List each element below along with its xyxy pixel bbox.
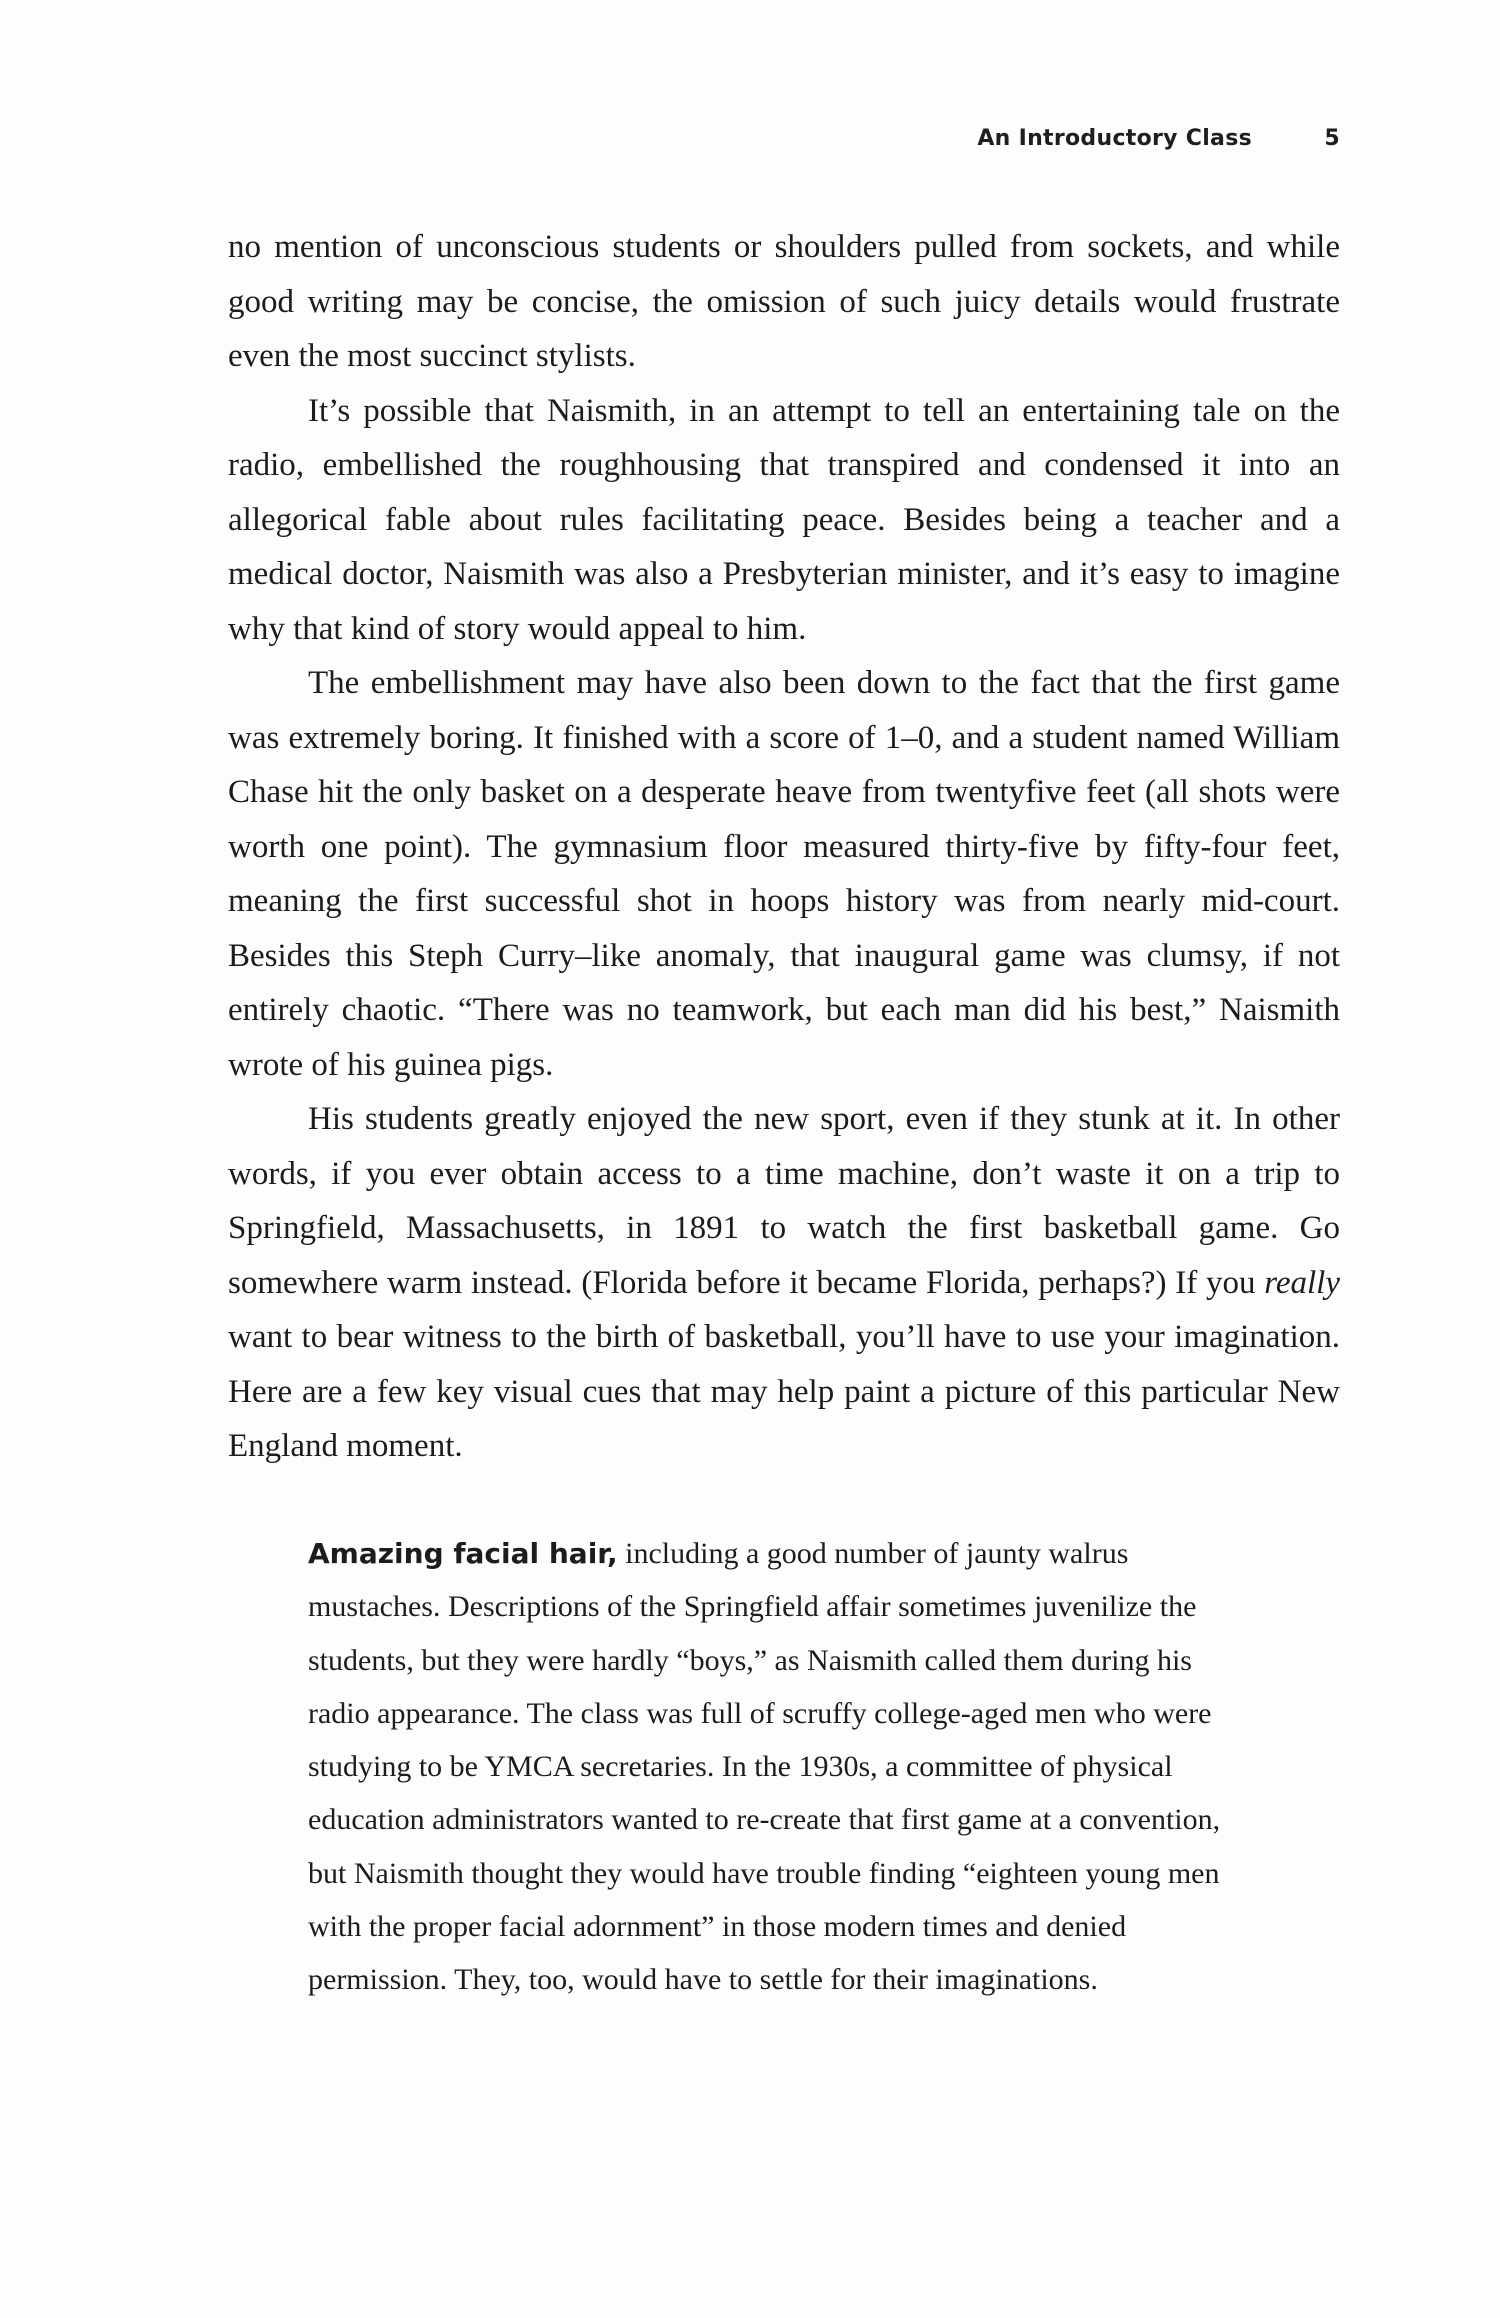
- paragraph-continued: no mention of unconscious students or shoulders pulled from sockets, and while good writing may be concise, the omission of such juicy details would frustrate even the most succinct stylists.: [228, 229, 1340, 374]
- visual-cue-paragraph: [308, 1527, 1240, 2007]
- visual-cue-lead: Amazing facial hair,: [308, 1537, 618, 1570]
- body-text: [228, 220, 1340, 1474]
- paragraph-naismith-radio: It’s possible that Naismith, in an attempt to tell an entertaining tale on the radio, embellished the roughhousing that transpired and condensed it into an allegorical fable about rules facilitating peace. Besides being a teacher and a medical doctor, Naismith was also a Presbyterian minister, and it’s easy to imagine why that kind of story would appeal to him.: [228, 392, 1340, 647]
- chapter-title: An Introductory Class: [977, 126, 1252, 151]
- paragraph-first-game: The embellishment may have also been down to the fact that the first game was extremely boring. It finished with a score of 1–0, and a student named William Chase hit the only basket on a desperate heave from twentyfive feet (all shots were worth one point). The gymnasium floor measured thirty-five by fifty-four feet, meaning the first successful shot in hoops history was from nearly mid-court. Besides this Steph Curry–like anomaly, that inaugural game was clumsy, if not entirely chaotic. “There was no teamwork, but each man did his best,” Naismith wrote of his guinea pigs.: [228, 665, 1340, 1083]
- visual-cue-text: including a good number of jaunty walrus mustaches. Descriptions of the Springfield affair sometimes juvenilize the students, but they were hardly “boys,” as Naismith called them during his radio appearance. The class was full of scruffy college-aged men who were studying to be YMCA secretaries. In the 1930s, a committee of physical education administrators wanted to re-create that first game at a convention, but Naismith thought they would have trouble finding “eighteen young men with the proper facial adornment” in those modern times and denied permission. They, too, would have to settle for their imaginations.: [308, 1537, 1221, 1997]
- paragraph-text-start: His students greatly enjoyed the new sport, even if they stunk at it. In other words, if you ever obtain access to a time machine, don’t waste it on a trip to Springfield, Massachusetts, in 1891 to watch the first basketball game. Go somewhere warm instead. (Florida before it became Florida, perhaps?) If you: [228, 1101, 1340, 1301]
- paragraph-text-end: want to bear witness to the birth of basketball, you’ll have to use your imagination. Here are a few key visual cues that may help paint a picture of this particular New England moment.: [228, 1319, 1340, 1464]
- visual-cue-item: [308, 1527, 1240, 2007]
- running-head: [228, 126, 1340, 156]
- page-number: 5: [1324, 126, 1340, 151]
- paragraph-time-machine: [228, 1092, 1340, 1474]
- emphasis-really: really: [1264, 1264, 1340, 1301]
